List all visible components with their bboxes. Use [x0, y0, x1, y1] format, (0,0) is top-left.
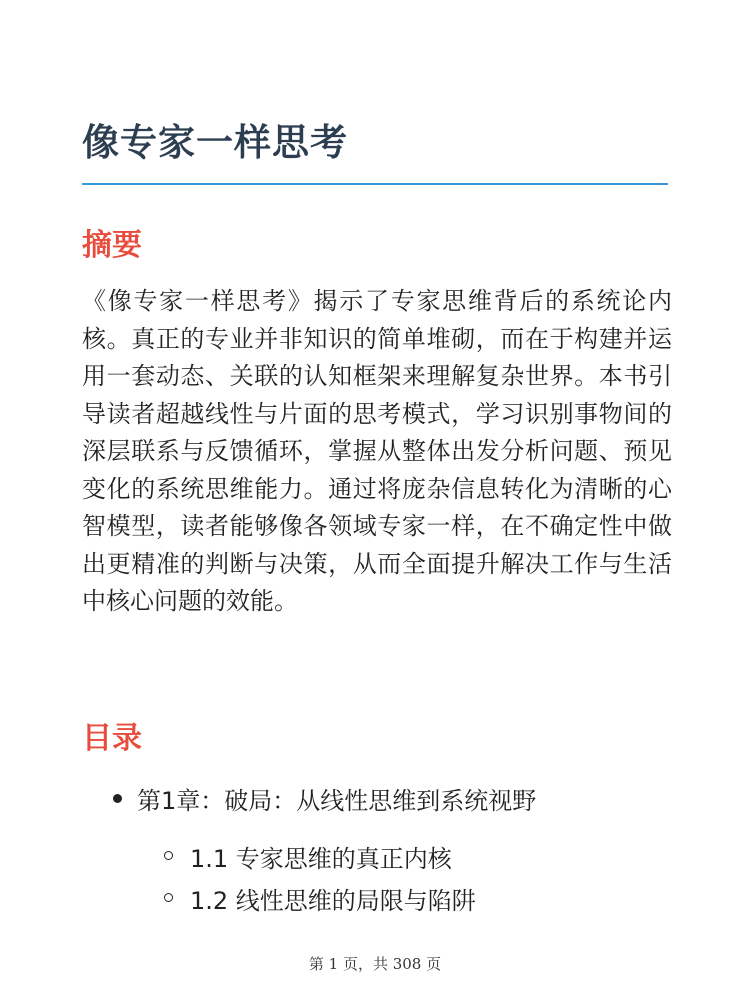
abstract-heading: 摘要	[82, 228, 142, 263]
title-divider	[82, 183, 668, 185]
bullet-dot-icon	[113, 794, 122, 803]
toc-subsection-label: 1.1 专家思维的真正内核	[190, 845, 452, 873]
bullet-circle-icon	[164, 893, 173, 902]
toc-subsection-label: 1.2 线性思维的局限与陷阱	[190, 887, 476, 915]
page-footer: 第 1 页，共 308 页	[308, 955, 442, 973]
toc-chapter-label: 第1章：破局：从线性思维到系统视野	[137, 787, 537, 815]
toc-heading: 目录	[82, 721, 142, 756]
abstract-body: 《像专家一样思考》揭示了专家思维背后的系统论内核。真正的专业并非知识的简单堆砌，而在于构建并运用一套动态、关联的认知框架来理解复杂世界。本书引导读者超越线性与片面的思考模式，学习识别事物间的深层联系与反馈循环，掌握从整体出发分析问题、预见变化的系统思维能力。通过将庞杂信息转化为清晰的心智模型，读者能够像各领域专家一样，在不确定性中做出更精准的判断与决策，从而全面提升解决工作与生活中核心问题的效能。	[82, 287, 672, 615]
document-title: 像专家一样思考	[82, 121, 348, 164]
bullet-circle-icon	[164, 851, 173, 860]
